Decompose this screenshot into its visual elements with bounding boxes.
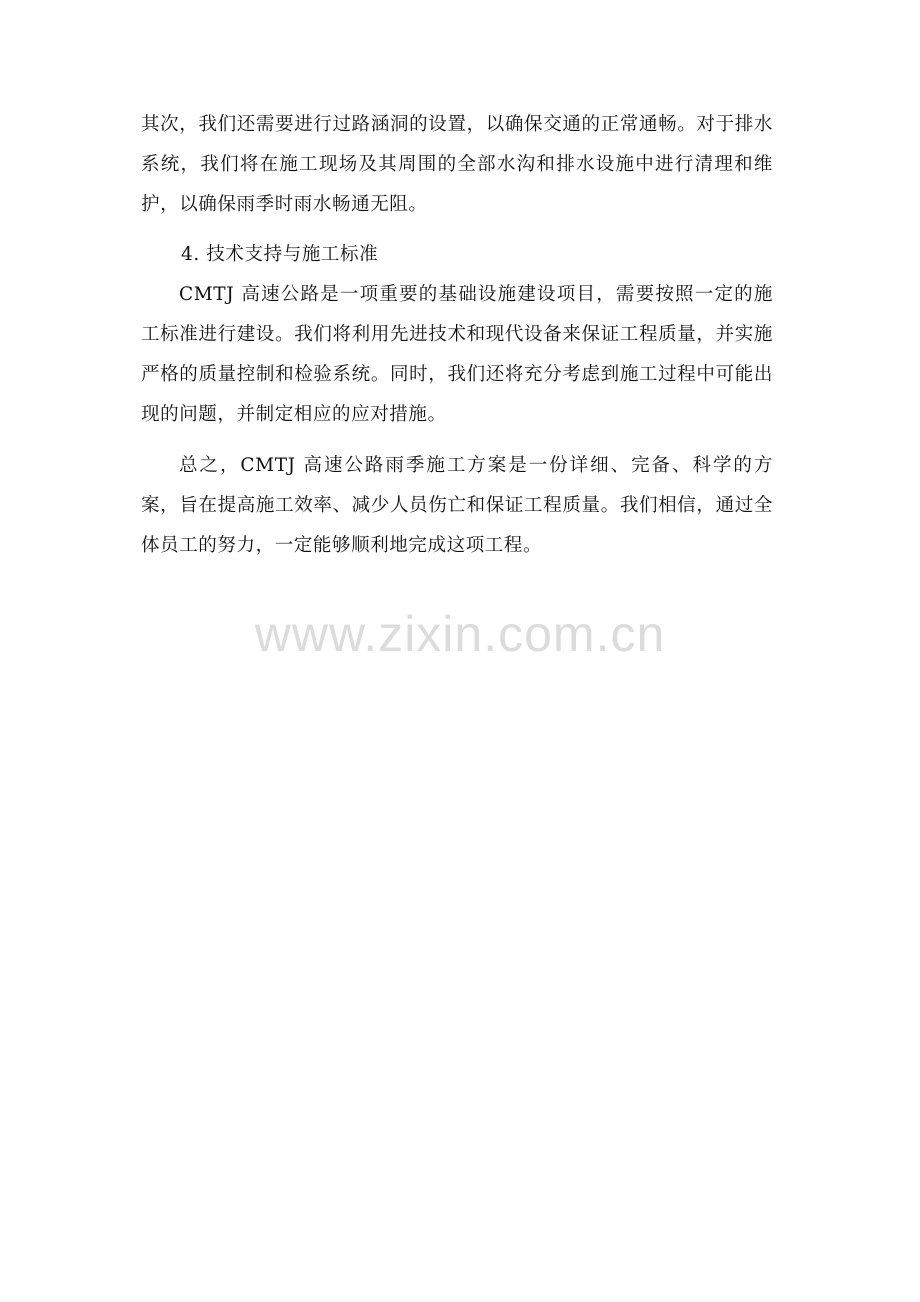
- document-body: [141, 105, 773, 566]
- paragraph-conclusion: 总之，CMTJ 高速公路雨季施工方案是一份详细、完备、科学的方案，旨在提高施工效率、减少人员伤亡和保证工程质量。我们相信，通过全体员工的努力，一定能够顺利地完成这项工程。: [141, 455, 773, 556]
- section-heading-technical-support: 4. 技术支持与施工标准: [181, 244, 379, 265]
- watermark-text: www.zixin.com.cn: [254, 606, 666, 662]
- paragraph-drainage: 其次，我们还需要进行过路涵洞的设置，以确保交通的正常通畅。对于排水系统，我们将在施工现场及其周围的全部水沟和排水设施中进行清理和维护，以确保雨季时雨水畅通无阻。: [141, 114, 773, 215]
- paragraph-construction-standards: CMTJ 高速公路是一项重要的基础设施建设项目，需要按照一定的施工标准进行建设。我们将利用先进技术和现代设备来保证工程质量，并实施严格的质量控制和检验系统。同时，我们还将充分考虑到施工过程中可能出现的问题，并制定相应的应对措施。: [141, 284, 773, 425]
